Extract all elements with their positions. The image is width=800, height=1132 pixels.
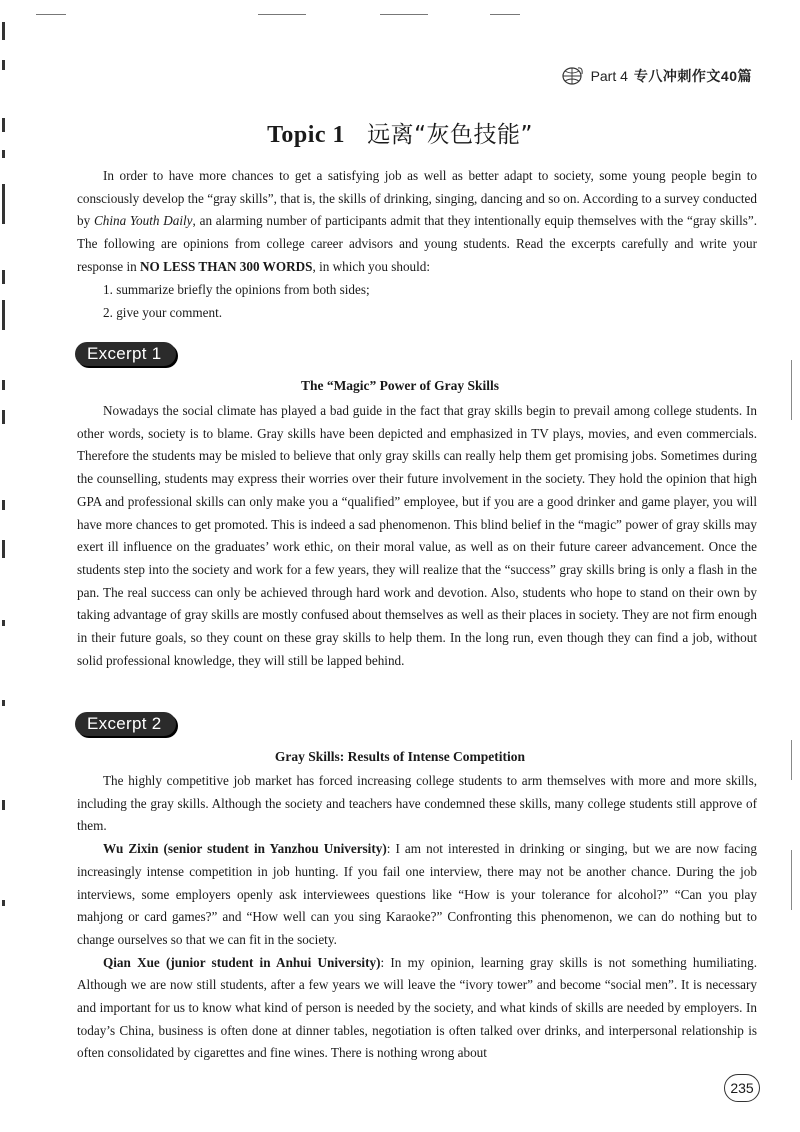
source-name: China Youth Daily bbox=[93, 213, 193, 229]
speaker-name: Wu Zixin (senior student in Yanzhou University) bbox=[103, 841, 387, 857]
intro-text-2: , an alarming number of participants admit that they intentionally equip themselves with the “gray skills”. The following are opinions from college career advisors and young students. Read the excerpts carefully and write your response in bbox=[77, 213, 758, 274]
header-section: 专八冲刺作文40篇 bbox=[633, 68, 752, 84]
excerpt-1-badge: Excerpt 1 bbox=[75, 342, 176, 366]
title-cn: 远离“灰色技能” bbox=[367, 122, 533, 148]
task-item: 1. summarize briefly the opinions from both sides; bbox=[103, 282, 370, 297]
excerpt-2-intro: The highly competitive job market has forced increasing college students to arm themselves with more and more skills, including the gray skills. Although the society and teachers have condemned these skills, many college students still approve of them. bbox=[77, 773, 757, 834]
page-title bbox=[0, 116, 800, 149]
scan-top-dash bbox=[258, 14, 306, 15]
intro-paragraph bbox=[77, 165, 757, 279]
task-list bbox=[103, 279, 370, 324]
running-header bbox=[559, 66, 752, 86]
intro-text-3: , in which you should: bbox=[312, 258, 431, 274]
scan-top-dash bbox=[36, 14, 66, 15]
scan-top-dash bbox=[490, 14, 520, 15]
quote-text: : I am not interested in drinking or singing, but we are now facing increasingly intense competition in job hunting. If you fail one interview, there may not be another chance. During the job interviews, some employers openly ask interviewees questions like “How is your tolerance for alcohol?” “Can you play mahjong or card games?” and “How well can you sing Karaoke?” Confronting this phenomenon, we can do nothing but to change ourselves so that we can fit in the society. bbox=[77, 841, 757, 947]
excerpt-1-body bbox=[77, 400, 757, 672]
intro-text-1: In order to have more chances to get a satisfying job as well as better adapt to society, some young people begin to consciously develop the “gray skills”, that is, the skills of drinking, singing, dancing and so on. According to a survey conducted by bbox=[77, 168, 757, 229]
speaker-name: Qian Xue (junior student in Anhui University) bbox=[103, 954, 381, 970]
page-number: 235 bbox=[724, 1074, 760, 1102]
scan-edge-marks bbox=[0, 0, 10, 1132]
globe-icon bbox=[559, 66, 585, 86]
header-part: Part 4 bbox=[590, 68, 628, 84]
title-en: Topic 1 bbox=[267, 122, 346, 148]
excerpt-2-badge: Excerpt 2 bbox=[75, 712, 176, 736]
excerpt-2-quote-1 bbox=[77, 838, 757, 952]
scan-right-rule bbox=[791, 850, 792, 910]
scan-top-dash bbox=[380, 14, 428, 15]
quote-text: : In my opinion, learning gray skills is not something humiliating. Although we are now still students, after a few years we will leave the “ivory tower” and become “social men”. It is necessary and important for us to know what kind of person is needed by the society, and what kinds of skills are needed by employers. In today’s China, business is often done at dinner tables, negotiation is often talked over drinks, and interpersonal relationship is often consolidated by cigarettes and fine wines. There is nothing wrong about bbox=[77, 954, 757, 1061]
excerpt-2-quote-2 bbox=[77, 952, 757, 1066]
word-limit: NO LESS THAN 300 WORDS bbox=[140, 258, 313, 274]
excerpt-2-heading: Gray Skills: Results of Intense Competition bbox=[274, 749, 526, 764]
excerpt-2-body bbox=[77, 770, 757, 1065]
excerpt-1-text: Nowadays the social climate has played a bad guide in the fact that gray skills begin to prevail among college students. In other words, society is to blame. Gray skills have been depicted and emphasized in TV plays, movies, and even commercials. Therefore the students may be misled to believe that only gray skills can really help them get promising jobs. Sometimes during the counselling, students may express their worries over their future involvement in the society. They hold the opinion that high GPA and professional skills can only make you a “qualified” employee, but if you are a good drinker and game player, you will have more chances to get promoted. This is indeed a sad phenomenon. This blind belief in the “magic” power of gray skills may exert ill influence on the graduates’ work ethic, on their moral value, as well as on their future career advancement. Once the students step into the society and work for a few years, they will realize that the “success” gray skills bring is only a flash in the pan. The real success can only be achieved through hard work and devotion. Also, students who hope to stand on their own by taking advantage of gray skills are mostly confused about themselves as well as their places in society. They are not firm enough in their future goals, so they count on these gray skills to help them. In the long run, even though they can find a job, without solid professional knowledge, they will still be lapped behind. bbox=[77, 403, 757, 668]
excerpt-1-heading: The “Magic” Power of Gray Skills bbox=[300, 378, 500, 393]
task-item: 2. give your comment. bbox=[103, 304, 223, 320]
